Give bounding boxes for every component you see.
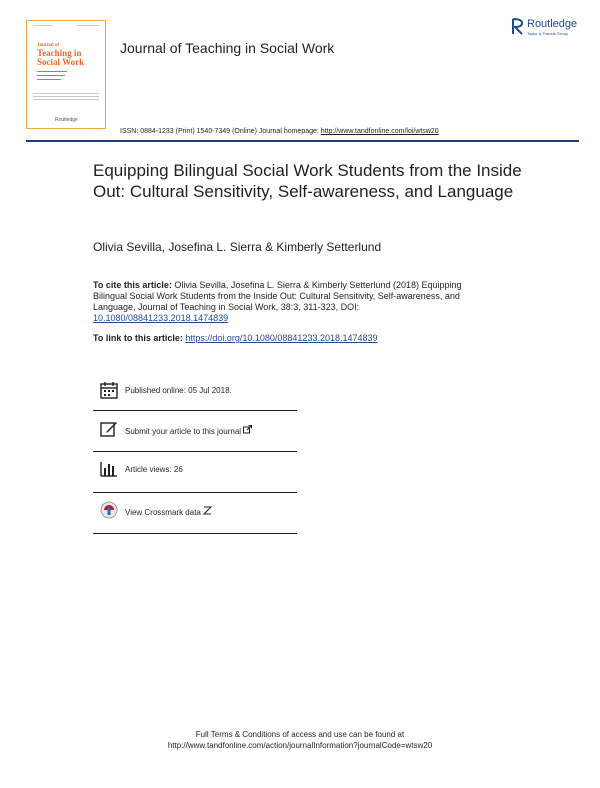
cover-rule: [33, 25, 53, 26]
cover-rule: [33, 96, 99, 97]
article-link-line: [93, 333, 378, 343]
article-link-label: To link to this article:: [93, 333, 186, 343]
published-online-item: [100, 381, 297, 401]
cover-rule: [33, 99, 99, 100]
cover-title: [37, 43, 84, 67]
cover-rule: [33, 93, 99, 94]
issn-line: [120, 128, 439, 135]
edit-icon: [100, 420, 118, 438]
journal-cover-image: [26, 20, 106, 129]
crossmark-external-icon: [203, 506, 212, 515]
cover-publisher-mark: Routledge: [55, 117, 78, 123]
journal-homepage-link[interactable]: http://www.tandfonline.com/loi/wtsw20: [320, 128, 439, 135]
publisher-name: Routledge: [527, 18, 578, 30]
submit-article-item[interactable]: [100, 420, 297, 440]
cover-rule: [37, 75, 65, 76]
issn-text: ISSN: 0884-1233 (Print) 1540-7349 (Online) Journal homepage:: [120, 128, 321, 135]
citation-block: [93, 280, 473, 324]
bar-chart-icon: [100, 460, 118, 478]
crossmark-text[interactable]: [125, 506, 212, 517]
cover-rule: [77, 25, 99, 26]
meta-divider: [93, 410, 297, 411]
article-title: Equipping Bilingual Social Work Students from the Inside Out: Cultural Sensitivity, Self-awareness, and Language: [93, 161, 522, 201]
meta-divider: [93, 533, 297, 534]
meta-divider: [93, 451, 297, 452]
article-views-text: Article views: 26: [125, 465, 183, 474]
calendar-icon: [100, 381, 118, 399]
citation-text: Olivia Sevilla, Josefina L. Sierra & Kimberly Setterlund (2018) Equipping Bilingual Social Work Students from the Inside Out: Cultural Sensitivity, Self-awareness, and Language, Journal of Teaching in Social Work, 38:3, 311-323, DOI:: [93, 280, 462, 312]
crossmark-label[interactable]: View Crossmark data: [125, 508, 201, 517]
cover-title-small: Journal of: [37, 43, 60, 48]
article-authors: Olivia Sevilla, Josefina L. Sierra & Kimberly Setterlund: [93, 240, 382, 254]
footer-terms-link[interactable]: http://www.tandfonline.com/action/journalInformation?journalCode=wtsw20: [167, 741, 433, 750]
citation-label: To cite this article:: [93, 280, 172, 290]
crossmark-icon: [100, 501, 118, 519]
external-link-icon: [243, 425, 252, 434]
cover-title-line2: Social Work: [37, 57, 85, 67]
submit-article-text[interactable]: [125, 425, 252, 436]
publisher-subtitle: Taylor & Francis Group: [527, 31, 568, 36]
cover-rule: [37, 79, 61, 80]
citation-doi-link[interactable]: 10.1080/08841233.2018.1474839: [93, 313, 229, 323]
cover-rule: [37, 71, 67, 72]
article-doi-link[interactable]: https://doi.org/10.1080/08841233.2018.1474839: [185, 333, 378, 343]
terms-footer: [0, 729, 600, 751]
footer-line1: Full Terms & Conditions of access and use can be found at: [195, 730, 405, 739]
meta-divider: [93, 492, 297, 493]
journal-name: Journal of Teaching in Social Work: [120, 40, 335, 56]
article-views-item: [100, 460, 297, 480]
published-online-text: Published online: 05 Jul 2018.: [125, 386, 232, 395]
cover-title-line1: Teaching in: [37, 48, 82, 58]
routledge-logo-icon: [512, 18, 524, 35]
header-divider: [26, 140, 579, 142]
submit-article-label[interactable]: Submit your article to this journal: [125, 427, 242, 436]
crossmark-item[interactable]: [100, 501, 297, 521]
